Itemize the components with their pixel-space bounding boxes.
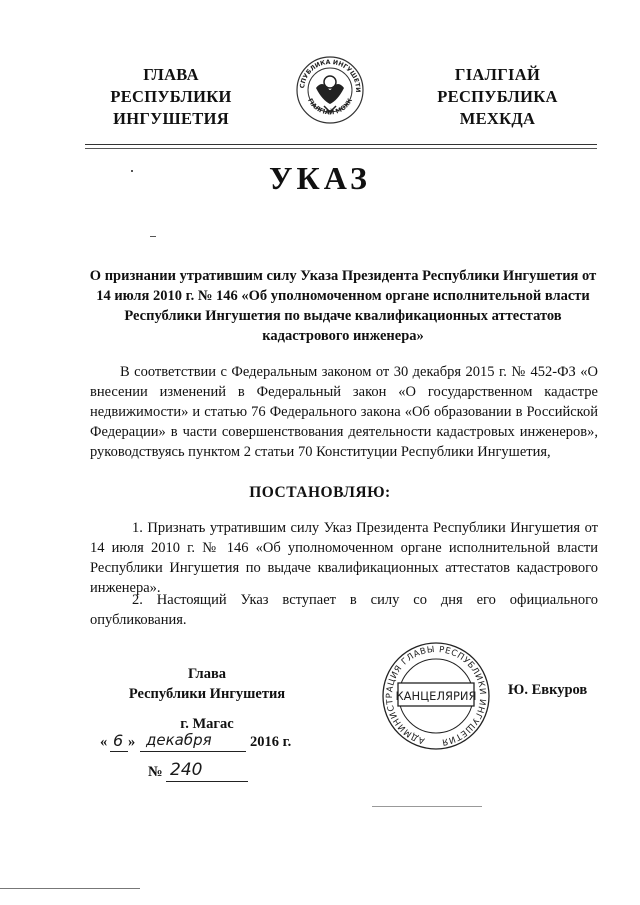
date-line: [100, 731, 340, 756]
header-left-line-1: ГЛАВА: [143, 65, 199, 84]
date-day: 6: [113, 731, 124, 750]
header-rule-top: [85, 144, 597, 145]
header-right-line-2: РЕСПУБЛИКА: [437, 87, 558, 106]
clause-2: 2. Настоящий Указ вступает в силу со дня его официального опубликования.: [90, 592, 598, 628]
date-close-quote: »: [128, 734, 136, 750]
signatory-position: [116, 664, 298, 704]
document-type: УКАЗ: [269, 160, 371, 196]
header-right: [410, 64, 585, 130]
coat-of-arms-icon: [294, 52, 366, 128]
header-right-line-1: ГIАЛГIАЙ: [454, 65, 541, 84]
date-day-underline: [110, 751, 128, 752]
header-left-line-2: РЕСПУБЛИКИ: [110, 87, 232, 106]
seal-center-text: КАНЦЕЛЯРИЯ: [395, 689, 477, 703]
preamble-paragraph: В соответствии с Федеральным законом от 30 декабря 2015 г. № 452-ФЗ «О внесении изменений в Федеральный закон «О государственном кадастре недвижимости» и статью 76 Федерального закона «Об образовании в Российской Федерации» в части совершенствования деятельности кадастровых инженеров», руководствуясь пунктом 2 статьи 70 Конституции Республики Ингушетия,: [90, 364, 598, 460]
number-line: [148, 760, 288, 786]
scan-speck: [0, 888, 140, 889]
date-year: 2016 г.: [250, 734, 292, 750]
scan-speck: [150, 236, 156, 237]
date-open-quote: «: [100, 734, 108, 750]
signatory-position-line-1: Глава: [187, 666, 227, 682]
signatory-name: Ю. Евкуров: [508, 682, 588, 698]
emblem-text-bottom: ГIАЛГIАЙ МОХК: [306, 97, 354, 117]
date-month: декабря: [146, 731, 212, 749]
number-label: №: [148, 764, 163, 780]
seal-ring-text: АДМИНИСТРАЦИЯ ГЛАВЫ РЕСПУБЛИКИ ИНГУШЕТИЯ: [385, 644, 488, 747]
resolution-word: ПОСТАНОВЛЯЮ:: [249, 484, 391, 501]
header-rule-bottom: [85, 148, 597, 149]
number-value: 240: [170, 760, 203, 780]
number-underline: [166, 781, 248, 782]
date-month-underline: [140, 751, 246, 752]
svg-text:РЕСПУБЛИКА ИНГУШЕТИЯ: [294, 52, 361, 92]
seal-stamp-icon: [378, 642, 494, 754]
document-title: О признании утратившим силу Указа Президента Республики Ингушетия от 14 июля 2010 г. № 146 «Об уполномоченном органе исполнительной власти Республики Ингушетия по выдаче квалификационных аттестатов кадастрового инженера»: [89, 268, 597, 344]
header-left: [86, 64, 256, 130]
header-right-line-3: МЕХКДА: [459, 109, 536, 128]
scan-speck: [372, 806, 482, 807]
place-of-signing: г. Магас: [180, 716, 234, 732]
signatory-position-line-2: Республики Ингушетия: [128, 686, 286, 702]
scan-speck: [131, 170, 133, 172]
clause-1: 1. Признать утратившим силу Указ Президента Республики Ингушетия от 14 июля 2010 г. № 146 «Об уполномоченном органе исполнительной власти Республики Ингушетия по выдаче квалификационных аттестатов кадастрового инженера».: [90, 520, 598, 596]
header-left-line-3: ИНГУШЕТИЯ: [113, 109, 229, 128]
emblem-text-top: СПУБЛИКА ИНГУШЕТИ: [298, 58, 362, 93]
